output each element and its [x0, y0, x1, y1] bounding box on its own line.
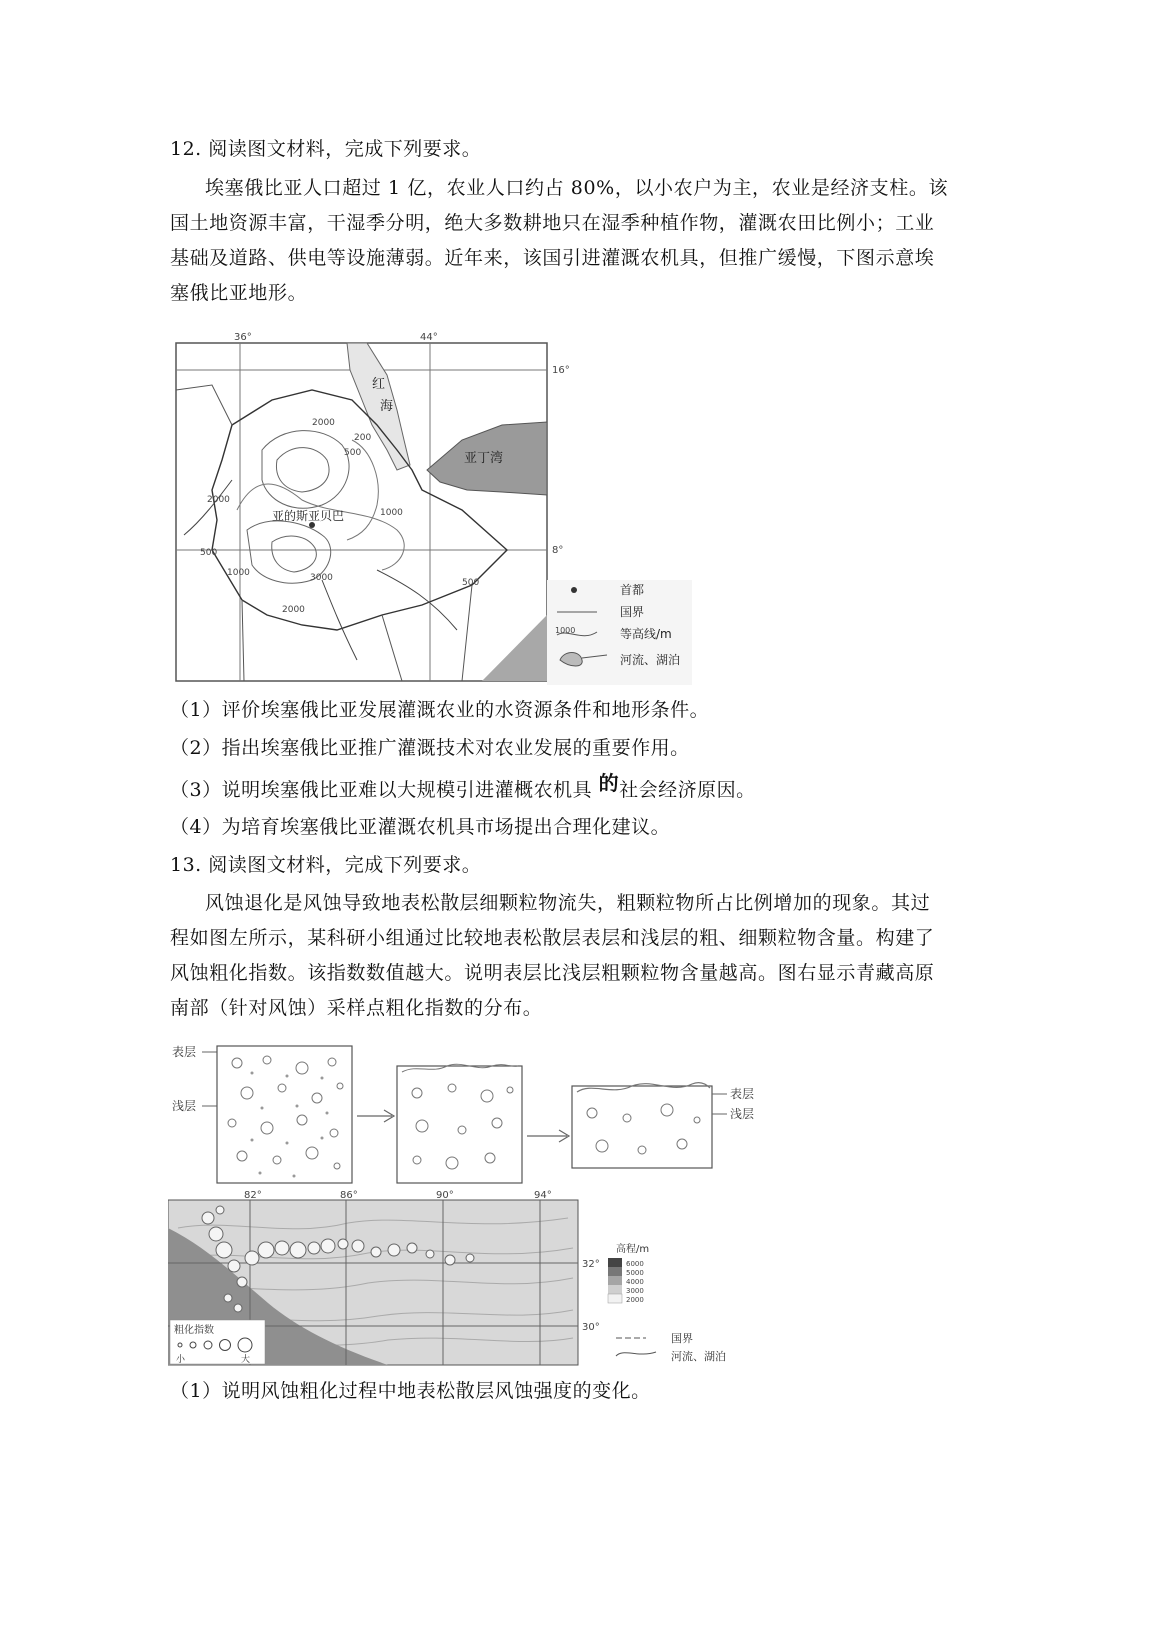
q12-para-line-3: 基础及道路、供电等设施薄弱。近年来，该国引进灌溉农机具，但推广缓慢，下图示意埃: [170, 247, 935, 269]
tibet-lon-86: 86°: [340, 1190, 358, 1201]
legend-river-line: [616, 1352, 656, 1356]
elevation-level-2: 5000: [626, 1269, 644, 1277]
label-red-sea-1: 红: [372, 377, 386, 392]
index-legend-title: 粗化指数: [174, 1325, 214, 1336]
contour-label-10: 500: [462, 578, 480, 588]
diagram-panel-3: [572, 1086, 712, 1168]
legend-contour-sample: 1000: [555, 626, 576, 635]
tibet-lon-90: 90°: [436, 1190, 454, 1201]
contour-label-1: 2000: [312, 418, 335, 428]
q12-para-line-1: 埃塞俄比亚人口超过 1 亿，农业人口约占 80%，以小农户为主，农业是经济支柱。该: [205, 177, 949, 199]
legend-capital-label: 首都: [620, 583, 645, 597]
q12-question-1: （1）评价埃塞俄比亚发展灌溉农业的水资源条件和地形条件。: [170, 699, 710, 721]
lat-label-16: 16°: [552, 365, 570, 376]
contour-label-4: 1000: [380, 508, 403, 518]
legend-contour-label: 等高线/m: [620, 627, 672, 641]
q12-question-3-part-a: （3）说明埃塞俄比亚难以大规模引进灌概农机具: [170, 779, 599, 801]
label-gulf-of-aden: 亚丁湾: [464, 451, 504, 466]
q13-para-line-4: 南部（针对风蚀）采样点粗化指数的分布。: [170, 997, 543, 1019]
contour-label-6: 500: [200, 548, 218, 558]
tibet-legend-river: 河流、湖泊: [671, 1350, 726, 1363]
tibet-map-figure: [168, 1188, 778, 1368]
contour-label-8: 3000: [310, 573, 333, 583]
diagram-left-surface-label: 表层: [172, 1045, 197, 1059]
legend-river-label: 河流、湖泊: [620, 653, 681, 667]
tibet-lat-30: 30°: [582, 1322, 600, 1333]
q13-para-line-3: 风蚀粗化指数。该指数数值越大。说明表层比浅层粗颗粒物含量越高。图右显示青藏高原: [170, 962, 935, 984]
diagram-right-surface-label: 表层: [730, 1087, 755, 1101]
q12-question-3-part-c: 社会经济原因。: [619, 779, 756, 801]
diagram-left-shallow-label: 浅层: [172, 1099, 197, 1113]
q12-question-3-part-b: 的: [598, 771, 620, 795]
q12-question-3: [170, 771, 756, 803]
elevation-legend-title: 高程/m: [616, 1244, 650, 1255]
diagram-arrow-1: [357, 1110, 394, 1122]
q13-para-line-2: 程如图左所示，某科研小组通过比较地表松散层表层和浅层的粗、细颗粒物含量。构建了: [170, 927, 935, 949]
lon-label-44: 44°: [420, 332, 438, 343]
ethiopia-map-figure: [172, 330, 692, 685]
lat-label-8: 8°: [552, 545, 564, 556]
index-legend-large: 大: [241, 1355, 251, 1365]
diagram-right-shallow-label: 浅层: [730, 1107, 755, 1121]
q13-title: 13. 阅读图文材料，完成下列要求。: [170, 854, 482, 876]
q13-para-line-1: 风蚀退化是风蚀导致地表松散层细颗粒物流失，粗颗粒物所占比例增加的现象。其过: [205, 892, 931, 914]
contour-label-7: 1000: [227, 568, 250, 578]
q13-question-1: （1）说明风蚀粗化过程中地表松散层风蚀强度的变化。: [170, 1380, 651, 1402]
contour-label-9: 2000: [282, 605, 305, 615]
q12-para-line-2: 国土地资源丰富，干湿季分明，绝大多数耕地只在湿季种植作物，灌溉农田比例小；工业: [170, 212, 935, 234]
contour-label-3: 500: [344, 448, 362, 458]
tibet-legend-border: 国界: [671, 1332, 693, 1345]
wind-erosion-diagram: [172, 1038, 772, 1188]
q12-question-4: （4）为培育埃塞俄比亚灌溉农机具市场提出合理化建议。: [170, 816, 671, 838]
elevation-level-1: 6000: [626, 1260, 644, 1268]
lon-label-36: 36°: [234, 332, 252, 343]
elevation-level-3: 4000: [626, 1278, 644, 1286]
tibet-lat-32: 32°: [582, 1259, 600, 1270]
q12-para-line-4: 塞俄比亚地形。: [170, 282, 308, 304]
tibet-lon-82: 82°: [244, 1190, 262, 1201]
legend-border-label: 国界: [620, 605, 645, 619]
contour-label-5: 2000: [207, 495, 230, 505]
index-legend-small: 小: [176, 1355, 186, 1365]
legend-capital-symbol: [571, 587, 577, 593]
label-red-sea-2: 海: [380, 399, 394, 414]
contour-label-2: 200: [354, 433, 372, 443]
q12-title: 12. 阅读图文材料，完成下列要求。: [170, 138, 482, 160]
label-addis-ababa: 亚的斯亚贝巴: [272, 509, 345, 523]
q12-question-2: （2）指出埃塞俄比亚推广灌溉技术对农业发展的重要作用。: [170, 737, 690, 759]
diagram-panel-1: [217, 1046, 352, 1183]
diagram-arrow-2: [527, 1130, 569, 1142]
elevation-level-4: 3000: [626, 1287, 644, 1295]
elevation-level-5: 2000: [626, 1296, 644, 1304]
tibet-lon-94: 94°: [534, 1190, 552, 1201]
